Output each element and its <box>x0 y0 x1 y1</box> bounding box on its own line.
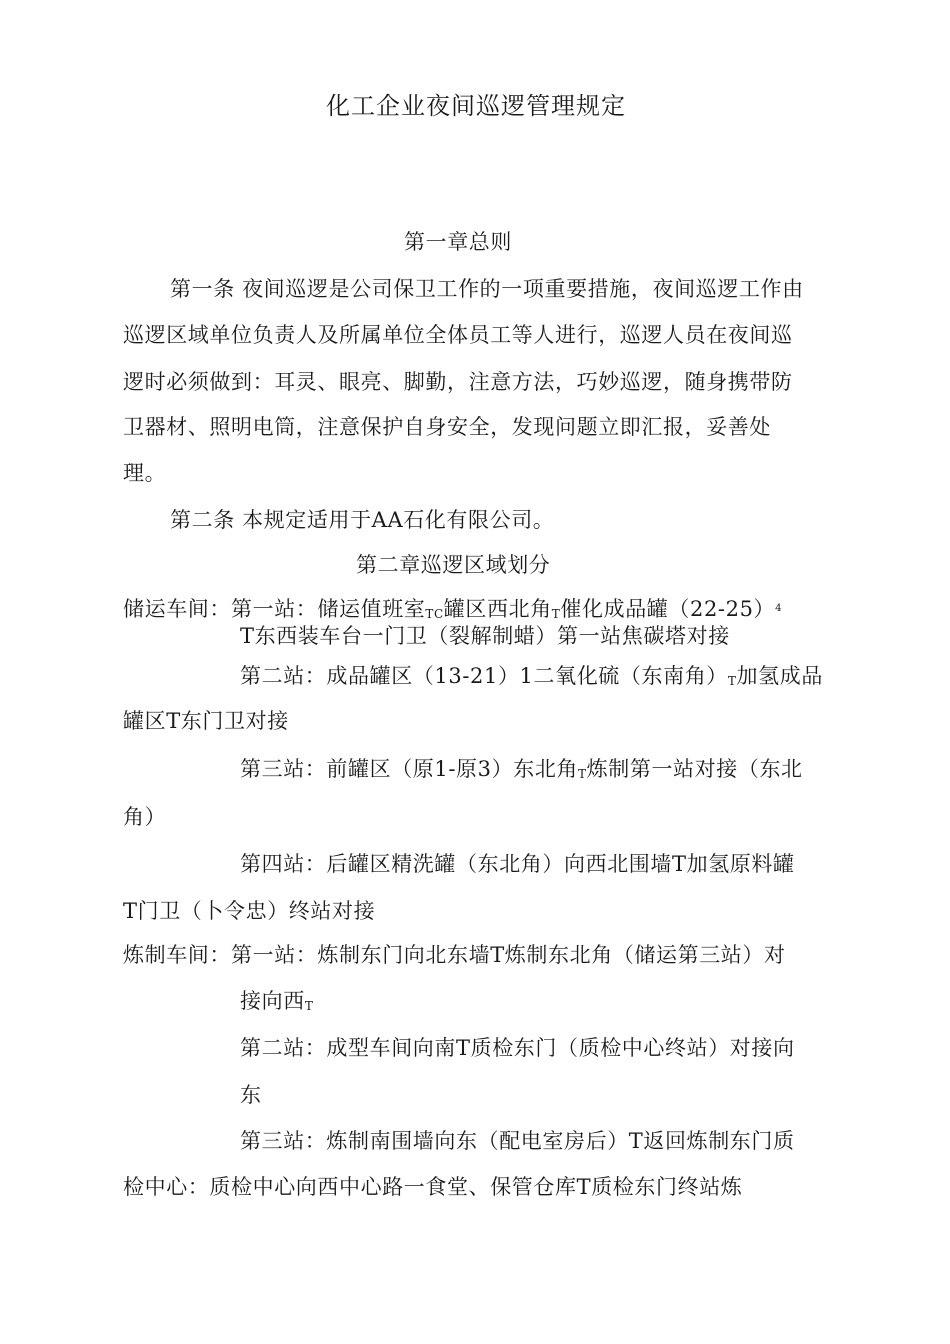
chapter-2-heading: 第二章巡逻区域划分 <box>356 553 551 577</box>
refining-station-1-line-1: 炼制车间：第一站：炼制东门向北东墙T炼制东北角（储运第三站）对 <box>123 943 786 967</box>
refining-station-1-marker-t: T <box>304 999 314 1013</box>
article-1-line-2: 巡逻区域单位负责人及所属单位全体员工等人进行，巡逻人员在夜间巡 <box>123 323 793 347</box>
storage-station-1-text-a: 储运车间：第一站：储运值班室 <box>123 597 426 621</box>
storage-station-3-line-2: 角） <box>123 805 167 829</box>
document-title: 化工企业夜间巡逻管理规定 <box>326 92 626 120</box>
refining-station-2-line-1: 第二站：成型车间向南T质检东门（质检中心终站）对接向 <box>240 1036 795 1060</box>
storage-station-1-marker-4: 4 <box>775 603 783 614</box>
storage-station-3-text-c: 炼制第一站对接（东北 <box>586 757 803 781</box>
article-1-line-1: 第一条 夜间巡逻是公司保卫工作的一项重要措施，夜间巡逻工作由 <box>170 277 804 301</box>
storage-station-2-line-2: 罐区T东门卫对接 <box>123 709 289 733</box>
article-1-line-5: 理。 <box>123 461 167 485</box>
storage-station-4-line-1: 第四站：后罐区精洗罐（东北角）向西北围墙T加氢原料罐 <box>240 852 795 876</box>
refining-station-3-line-1: 第三站：炼制南围墙向东（配电室房后）T返回炼制东门质 <box>240 1129 795 1153</box>
article-1-line-4: 卫器材、照明电筒，注意保护自身安全，发现问题立即汇报，妥善处 <box>123 415 771 439</box>
storage-station-1-text-c: 罐区西北角 <box>443 597 552 621</box>
article-1-line-3: 逻时必须做到：耳灵、眼亮、脚勤，注意方法，巧妙巡逻，随身携带防 <box>123 370 793 394</box>
storage-station-2-text-a: 第二站：成品罐区（13-21）1二氧化硫（东南角） <box>240 664 728 688</box>
storage-station-3-marker-t: T <box>578 767 587 781</box>
storage-station-1-marker-t: T <box>551 607 561 621</box>
article-2: 第二条 本规定适用于AA石化有限公司。 <box>170 508 555 532</box>
refining-station-2-line-2: 东 <box>240 1083 262 1107</box>
storage-station-1-marker-tc: TC <box>425 607 444 621</box>
refining-station-1-line-2 <box>240 987 313 1020</box>
storage-station-4-line-2: T门卫（卜令忠）终站对接 <box>123 899 376 923</box>
storage-station-2-marker-t: T <box>727 674 737 688</box>
chapter-1-heading: 第一章总则 <box>404 230 512 254</box>
storage-station-3-text-a: 第三站：前罐区（原1-原3）东北角 <box>240 757 579 781</box>
storage-station-2-text-c: 加氢成品 <box>736 664 823 688</box>
storage-station-2-line-1 <box>240 662 823 695</box>
refining-station-3-line-2: 检中心：质检中心向西中心路一食堂、保管仓库T质检东门终站炼 <box>123 1175 743 1199</box>
storage-station-1-text-e: 催化成品罐（22-25） <box>560 597 776 621</box>
refining-station-1-text-a: 接向西 <box>240 989 305 1013</box>
storage-station-1-line-2: T东西装车台一门卫（裂解制蜡）第一站焦碳塔对接 <box>240 624 730 648</box>
storage-station-3-line-1 <box>240 755 803 788</box>
